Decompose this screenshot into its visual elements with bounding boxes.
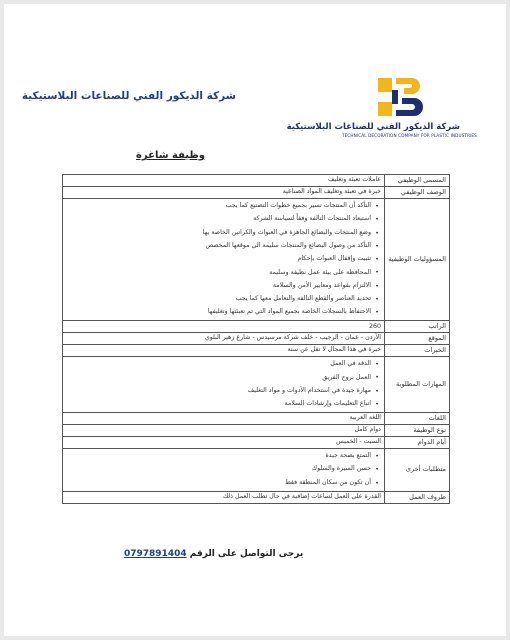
table-row bbox=[63, 198, 450, 321]
logo-english-text: TECHNICAL DECORATION COMPANY FOR PLASTIC INDUSTRIES bbox=[342, 133, 477, 138]
list-item: • الالتزام بقواعد ومعايير الأمن والسلامة bbox=[66, 279, 371, 292]
vacancy-heading: وظيفة شاغرة bbox=[136, 150, 206, 161]
conditions-label: ظروف العمل bbox=[385, 491, 450, 503]
salary-label: الراتب bbox=[385, 321, 450, 333]
languages-label: اللغات bbox=[385, 413, 450, 425]
table-row bbox=[63, 175, 450, 187]
location-value: الأردن - عمان - الرجيب - خلف شركة مرسيدس - شارع زهير البلوي bbox=[63, 333, 385, 345]
table-row bbox=[63, 321, 450, 333]
table-row bbox=[63, 491, 450, 503]
list-item: • أن تكون من سكان المنطقة فقط bbox=[66, 476, 371, 489]
company-name: شركة الديكور الفني للصناعات البلاستيكية bbox=[21, 90, 236, 102]
table-row bbox=[63, 448, 450, 491]
list-item: • حسن السيرة والسلوك bbox=[66, 463, 371, 476]
description-label: الوصف الوظيفي bbox=[385, 186, 450, 198]
table-row bbox=[63, 413, 450, 425]
job-details-table bbox=[62, 174, 450, 504]
other-requirements-label: متطلبات أخرى bbox=[385, 448, 450, 491]
list-item: • الدقة في العمل bbox=[66, 358, 371, 371]
experience-value: خبرة في هذا المجال لا تقل عن سنة bbox=[63, 345, 385, 357]
contact-text: يرجى التواصل على الرقم bbox=[189, 549, 304, 559]
salary-value: 260 bbox=[63, 321, 385, 333]
document-page bbox=[4, 4, 506, 636]
list-item: • مهارة جيدة في استخدام الأدوات و مواد التغليف bbox=[66, 385, 371, 398]
list-item: • التمتع بصحة جيدة bbox=[66, 450, 371, 463]
description-value: خبرة في تعبئة وتغليف المواد الصناعية bbox=[63, 186, 385, 198]
work-days-value: السبت - الخميس bbox=[63, 436, 385, 448]
table-row bbox=[63, 356, 450, 412]
list-item: • استبعاد المنتجات التالفة وفقاً لسياسة الشركة bbox=[66, 213, 371, 226]
table-row bbox=[63, 186, 450, 198]
list-item: • العمل بروح الفريق bbox=[66, 371, 371, 384]
skills-cell bbox=[63, 356, 385, 412]
experience-label: الخبرات bbox=[385, 345, 450, 357]
list-item: • تحديد العناصر والقطع التالفة والتعامل معها كما يجب bbox=[66, 293, 371, 306]
job-title-label: المسمى الوظيفي bbox=[385, 175, 450, 187]
responsibilities-list bbox=[66, 200, 381, 320]
job-type-label: نوع الوظيفة bbox=[385, 425, 450, 437]
table-row bbox=[63, 345, 450, 357]
list-item: • التأكد أن المنتجات تسير بجميع خطوات التصنيع كما يجب bbox=[66, 200, 371, 213]
list-item: • وضع المنتجات والبضائع الجاهزة في العبوات والكراتين الخاصة بها bbox=[66, 226, 371, 239]
logo-mark-icon bbox=[372, 76, 430, 120]
table-row bbox=[63, 333, 450, 345]
list-item: • الاحتفاظ بالسجلات الخاصة بجميع المواد التي تم تعبئتها وتغليفها bbox=[66, 306, 371, 319]
other-requirements-cell bbox=[63, 448, 385, 491]
contact-line bbox=[124, 549, 303, 559]
responsibilities-label: المسؤوليات الوظيفية bbox=[385, 198, 450, 321]
list-item: • اتباع التعليمات وإرشادات السلامة bbox=[66, 398, 371, 411]
responsibilities-cell bbox=[63, 198, 385, 321]
logo-arabic-text: شركة الديكور الفني للصناعات البلاستيكية bbox=[286, 122, 460, 132]
table-row bbox=[63, 425, 450, 437]
list-item: • التأكد من وصول البضائع والمنتجات سليمة الى موقعها المخصص bbox=[66, 240, 371, 253]
other-requirements-list bbox=[66, 450, 381, 490]
list-item: • المحافظة على بيئة عمل نظيفة وسليمة bbox=[66, 266, 371, 279]
phone-link[interactable]: 0797891404 bbox=[124, 549, 187, 559]
skills-label: المهارات المطلوبة bbox=[385, 356, 450, 412]
work-days-label: أيام الدوام bbox=[385, 436, 450, 448]
job-title-value: عاملات تعبئة وتغليف bbox=[63, 175, 385, 187]
table-row bbox=[63, 436, 450, 448]
skills-list bbox=[66, 358, 381, 411]
company-logo bbox=[286, 76, 477, 138]
languages-value: اللغة العربية bbox=[63, 413, 385, 425]
location-label: الموقع bbox=[385, 333, 450, 345]
job-type-value: دوام كامل bbox=[63, 425, 385, 437]
conditions-value: القدرة على العمل لساعات إضافية في حال تطلب العمل ذلك bbox=[63, 491, 385, 503]
list-item: • تثبيت وإقفال العبوات بإحكام bbox=[66, 253, 371, 266]
